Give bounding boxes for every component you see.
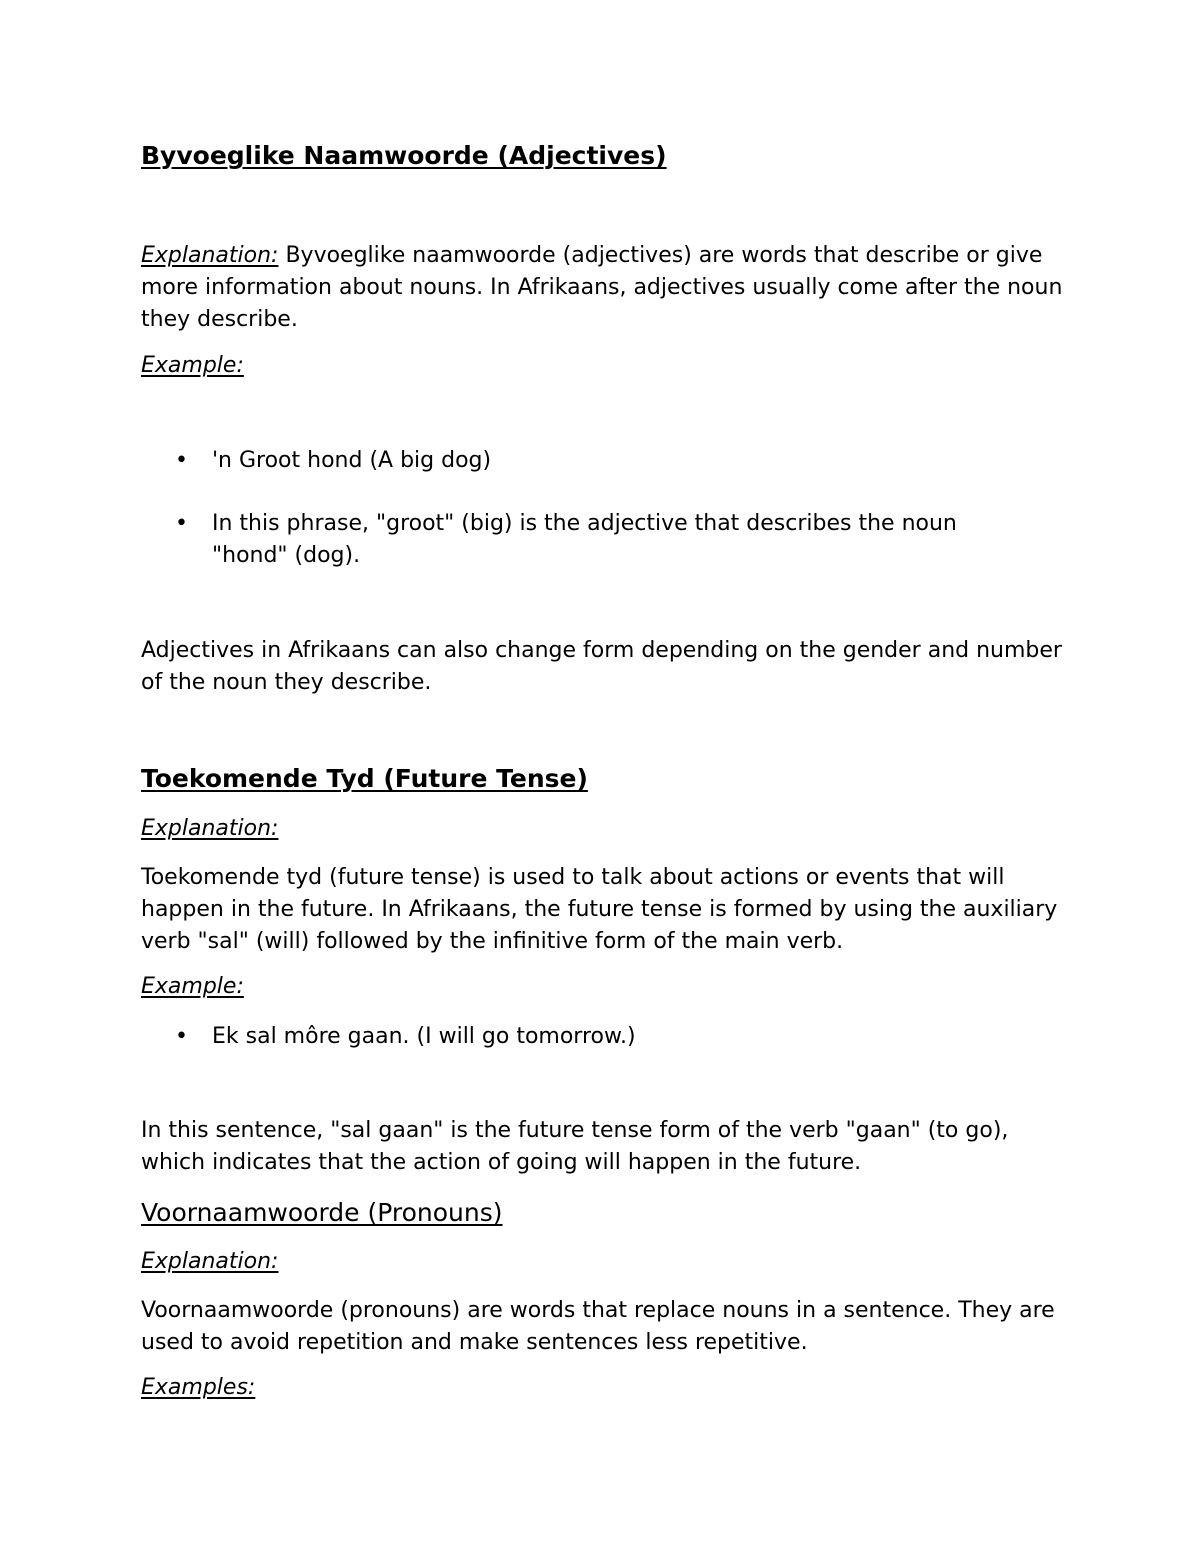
list-item-text: In this phrase, "groot" (big) is the adjective that describes the noun "hond" (dog). <box>212 511 957 568</box>
adjectives-note: Adjectives in Afrikaans can also change form depending on the gender and number of the noun they describe. <box>141 638 1062 695</box>
heading-future-tense: Toekomende Tyd (Future Tense) <box>141 764 588 793</box>
example-label: Example: <box>141 974 244 999</box>
bullet-icon: • <box>175 1024 188 1049</box>
explanation-label: Explanation: <box>141 816 279 841</box>
explanation-label: Explanation: <box>141 1249 279 1274</box>
example-label: Example: <box>141 353 244 378</box>
bullet-icon: • <box>175 448 188 473</box>
examples-label: Examples: <box>141 1375 256 1400</box>
heading-pronouns: Voornaamwoorde (Pronouns) <box>141 1198 503 1227</box>
future-tense-explanation: Toekomende tyd (future tense) is used to talk about actions or events that will happen in the future. In Afrikaans, the future tense is formed by using the auxiliary verb "sal" (will) followed by the infinitive form of the main verb. <box>141 865 1058 954</box>
heading-adjectives: Byvoeglike Naamwoorde (Adjectives) <box>141 141 667 170</box>
pronouns-explanation: Voornaamwoorde (pronouns) are words that replace nouns in a sentence. They are used to avoid repetition and make sentences less repetitive. <box>141 1298 1055 1355</box>
list-item-text: Ek sal môre gaan. (I will go tomorrow.) <box>212 1024 636 1049</box>
adjectives-explanation <box>141 240 1071 336</box>
explanation-label: Explanation: <box>141 243 279 268</box>
explanation-text: Byvoeglike naamwoorde (adjectives) are words that describe or give more information about nouns. In Afrikaans, adjectives usually come after the noun they describe. <box>141 243 1063 332</box>
list-item-text: 'n Groot hond (A big dog) <box>212 448 492 473</box>
bullet-icon: • <box>175 511 188 536</box>
future-tense-note: In this sentence, "sal gaan" is the future tense form of the verb "gaan" (to go), which indicates that the action of going will happen in the future. <box>141 1118 1009 1175</box>
